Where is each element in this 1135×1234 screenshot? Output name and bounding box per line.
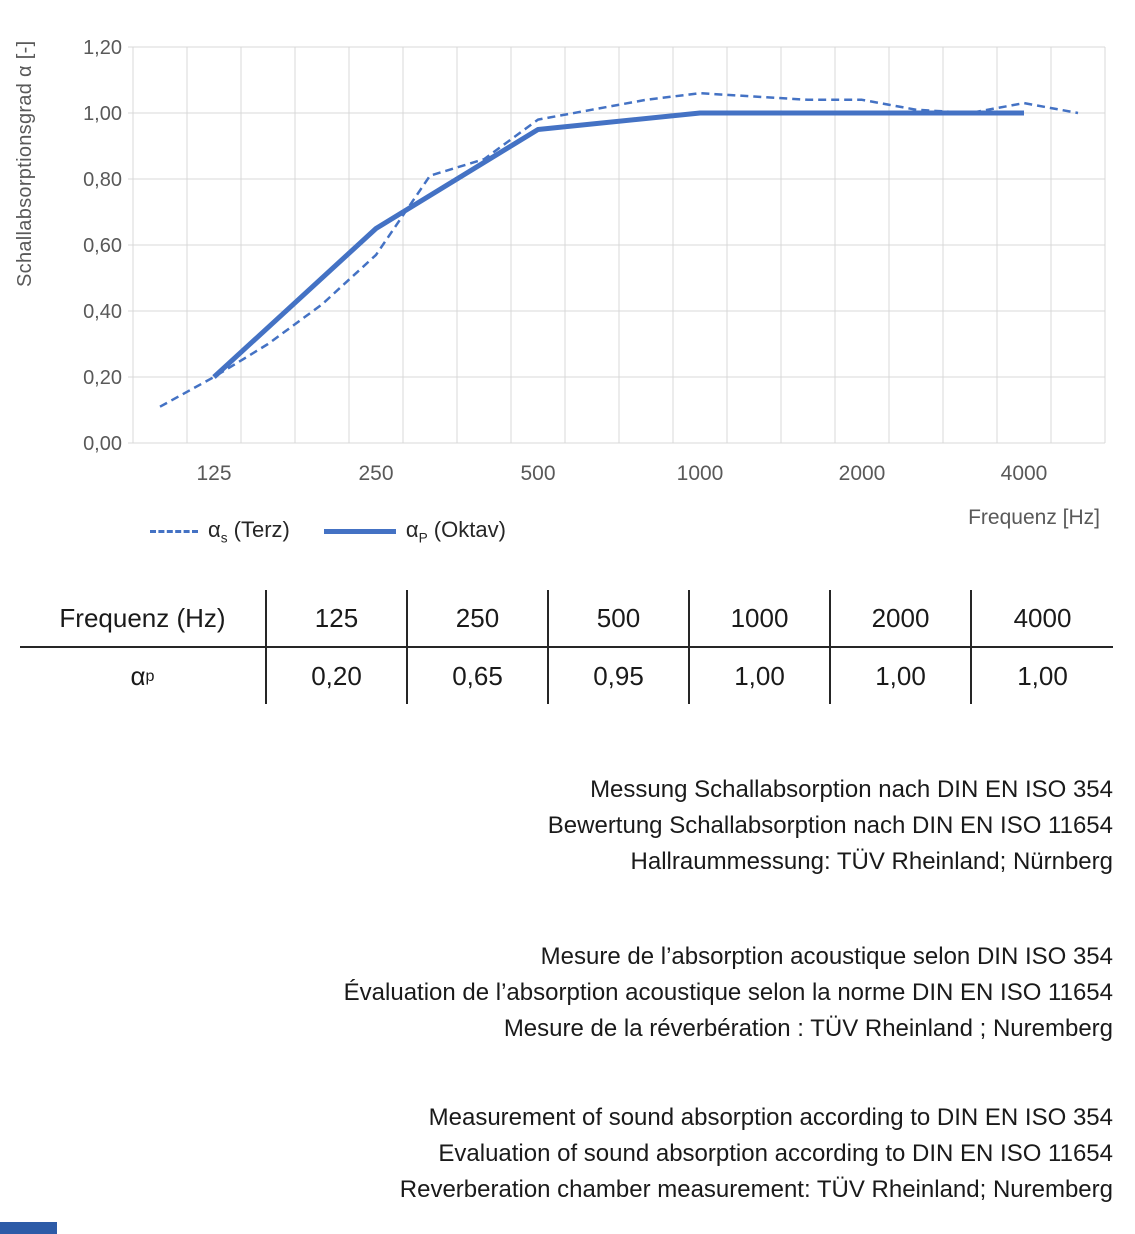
table-header-125: 125: [267, 590, 408, 648]
table-row-label: [20, 648, 267, 704]
table-value-500: 0,95: [549, 648, 690, 704]
note-line: Mesure de l’absorption acoustique selon DIN ISO 354: [540, 943, 1113, 970]
note-line: Measurement of sound absorption according to DIN EN ISO 354: [428, 1104, 1113, 1131]
table-header-250: 250: [408, 590, 549, 648]
table-header-row: [20, 590, 1113, 648]
table-value-1000: 1,00: [690, 648, 831, 704]
table-value-4000: 1,00: [1017, 660, 1068, 691]
table-value-250: 0,65: [408, 648, 549, 704]
legend-label-alpha-p: [406, 517, 506, 545]
legend-alpha-p-suffix: (Oktav): [427, 517, 506, 542]
legend-item-alpha-s: [150, 517, 290, 545]
y-tick-label: 0,00: [83, 433, 122, 455]
x-tick-label: 1000: [676, 462, 724, 485]
absorption-table: [20, 590, 1113, 704]
y-tick-label: 0,20: [83, 367, 122, 389]
note-french: [344, 939, 1113, 1047]
table-header-frequency: Frequenz (Hz): [20, 590, 267, 648]
note-line: Bewertung Schallabsorption nach DIN EN ISO 11654: [547, 812, 1113, 839]
y-tick-label: 0,80: [83, 169, 122, 191]
y-tick-label: 1,00: [83, 103, 122, 125]
chart-legend: [150, 517, 506, 545]
note-line: Hallraummessung: TÜV Rheinland; Nürnberg: [630, 848, 1113, 875]
table-value-row: [20, 648, 1113, 704]
x-tick-label: 125: [196, 462, 232, 485]
dashed-line-sample-icon: [150, 530, 198, 533]
note-english: [400, 1100, 1113, 1208]
table-header-1000: 1000: [690, 590, 831, 648]
y-tick-label: 0,60: [83, 235, 122, 257]
legend-alpha-s-subscript: s: [220, 530, 228, 546]
legend-alpha-p-symbol: α: [405, 517, 419, 542]
x-tick-label: 4000: [1000, 462, 1048, 485]
footer-accent-bar: [0, 1222, 57, 1234]
table-header-500: 500: [549, 590, 690, 648]
table-value-125: 0,20: [267, 648, 408, 704]
table-header-4000: 4000: [972, 590, 1113, 648]
legend-alpha-s-symbol: α: [208, 517, 221, 542]
solid-line-sample-icon: [324, 529, 396, 534]
y-tick-label: 1,20: [83, 37, 122, 59]
legend-label-alpha-s: [208, 517, 290, 545]
note-line: Mesure de la réverbération : TÜV Rheinland ; Nuremberg: [503, 1015, 1113, 1042]
y-axis-title: Schallabsorptionsgrad α [-]: [14, 40, 36, 288]
table-value-2000: 1,00: [831, 648, 972, 704]
y-tick-label: 0,40: [83, 301, 122, 323]
legend-alpha-s-suffix: (Terz): [227, 517, 290, 542]
x-tick-label: 2000: [838, 462, 886, 485]
legend-alpha-p-subscript: P: [418, 530, 428, 546]
table-header-2000: 2000: [831, 590, 972, 648]
note-german: [548, 772, 1113, 880]
absorption-chart: [0, 0, 1135, 505]
x-tick-label: 250: [358, 462, 394, 485]
note-line: Évaluation de l’absorption acoustique selon la norme DIN EN ISO 11654: [343, 979, 1113, 1006]
alpha-symbol: α: [130, 660, 146, 691]
x-tick-label: 500: [520, 462, 556, 485]
note-line: Evaluation of sound absorption according to DIN EN ISO 11654: [438, 1140, 1113, 1167]
note-line: Messung Schallabsorption nach DIN EN ISO 354: [590, 776, 1113, 803]
alpha-p-subscript: p: [145, 666, 155, 685]
x-axis-title: Frequenz [Hz]: [968, 506, 1100, 529]
legend-item-alpha-p: [324, 517, 506, 545]
note-line: Reverberation chamber measurement: TÜV Rheinland; Nuremberg: [399, 1176, 1113, 1203]
